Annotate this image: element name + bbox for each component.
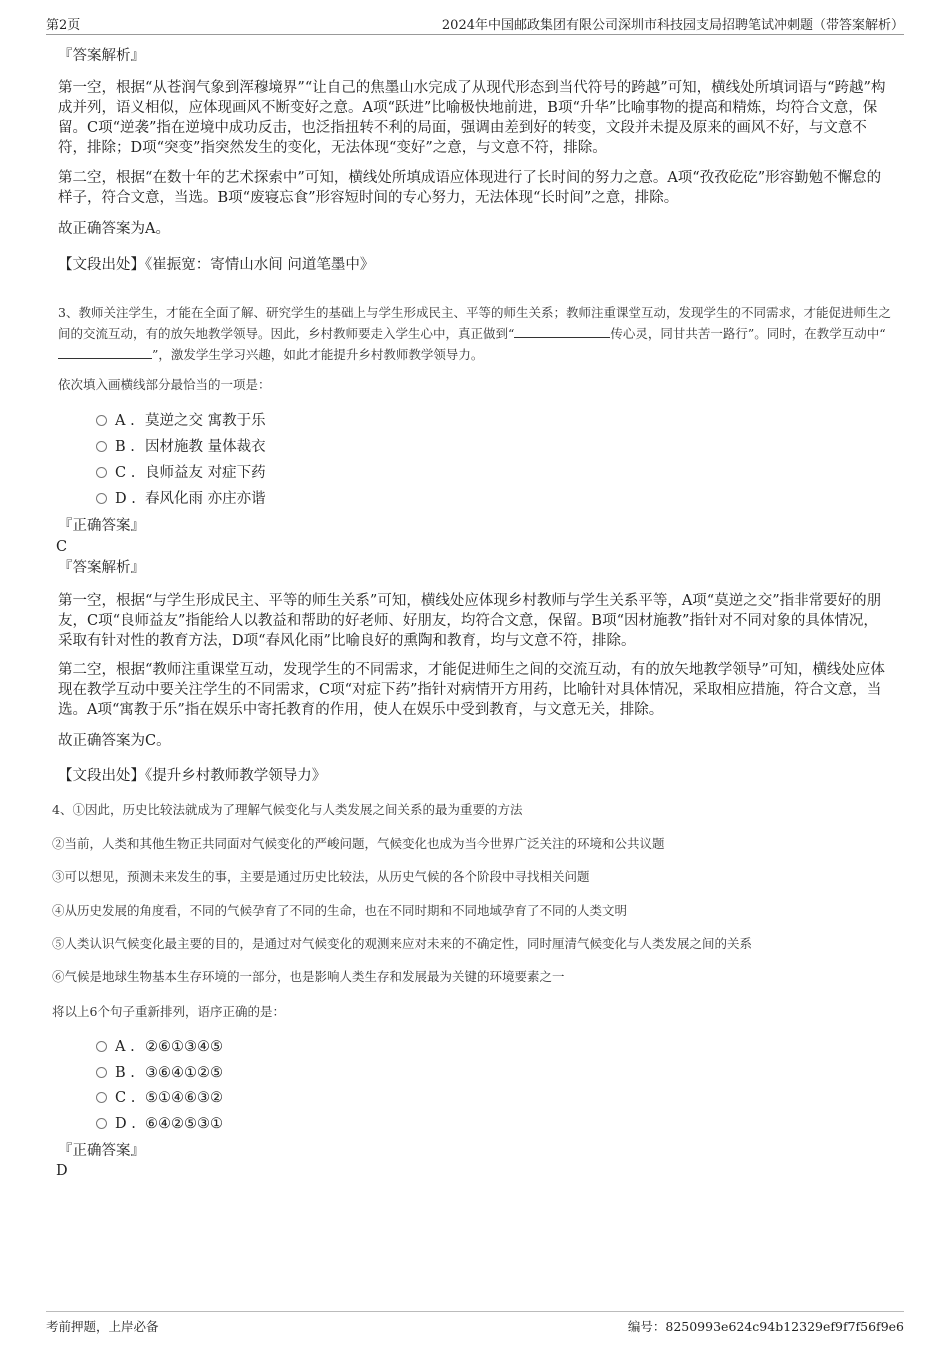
q3-analysis-label: 『答案解析』 — [58, 560, 145, 576]
q3-answer-label: 『正确答案』 — [58, 518, 145, 534]
q3-answer: C — [56, 539, 68, 555]
document-code: 编号：8250993e624c94b12329ef9f7f56f9e6 — [627, 1319, 904, 1334]
q4-option-b[interactable]: B . ③⑥④①②⑤ — [96, 1063, 223, 1083]
q3-analysis-para2: 第二空，根据“教师注重课堂互动，发现学生的不同需求，才能促进师生之间的交流互动，有的放矢地教学领导”可知，横线处应体现在教学互动中要关注学生的不同需求，C项“对症下药”指针对病情开方用药，比喻针对具体情况，采取相应措施，符合文意，当选。A项“寓教于乐”指在娱乐中寄托教育的作用，使人在娱乐中受到教育，与文意无关，排除。 — [58, 662, 885, 718]
q2-analysis-para2: 第二空，根据“在数十年的艺术探索中”可知，横线处所填成语应体现进行了长时间的努力之意。A项“孜孜矻矻”形容勤勉不懈怠的样子，符合文意，当选。B项“废寝忘食”形容短时间的专心努力，无法体现“长时间”之意，排除。 — [58, 170, 882, 206]
q2-conclusion: 故正确答案为A。 — [58, 221, 170, 237]
q3-conclusion: 故正确答案为C。 — [58, 733, 171, 749]
q2-analysis-label: 『答案解析』 — [58, 48, 145, 64]
page-number: 第2页 — [46, 18, 81, 33]
page-footer — [46, 1311, 904, 1336]
q4-sentence-4: ④从历史发展的角度看，不同的气候孕育了不同的生命，也在不同时期和不同地域孕育了不同的人类文明 — [52, 903, 628, 918]
q4-answer: D — [56, 1163, 68, 1179]
q3-option-a[interactable]: A . 莫逆之交 寓教于乐 — [96, 411, 266, 431]
q3-stem-part1: 3、教师关注学生，才能在全面了解、研究学生的基础上与学生形成民主、平等的师生关系；教师注重课堂互动，发现学生的不同需求，才能促进师生之间的交流互动，有的放矢地教学领导。因此，乡村教师要走入学生心中，真正做到“ — [58, 305, 891, 341]
q3-option-b[interactable]: B . 因材施教 量体裁衣 — [96, 437, 266, 457]
document-title: 2024年中国邮政集团有限公司深圳市科技园支局招聘笔试冲刺题（带答案解析） — [441, 18, 904, 33]
q4-sentence-2: ②当前，人类和其他生物正共同面对气候变化的严峻问题，气候变化也成为当今世界广泛关注的环境和公共议题 — [52, 836, 665, 851]
radio-button-icon[interactable] — [96, 441, 107, 452]
q4-option-d[interactable]: D . ⑥④②⑤③① — [96, 1114, 223, 1134]
q3-blank-2 — [58, 346, 152, 359]
q3-option-d[interactable]: D . 春风化雨 亦庄亦谐 — [96, 489, 266, 509]
radio-button-icon[interactable] — [96, 467, 107, 478]
q4-sentence-6: ⑥气候是地球生物基本生存环境的一部分，也是影响人类生存和发展最为关键的环境要素之一 — [52, 969, 565, 984]
q3-analysis-para1: 第一空，根据“与学生形成民主、平等的师生关系”可知，横线处应体现乡村教师与学生关系平等，A项“莫逆之交”指非常要好的朋友，C项“良师益友”指能给人以教益和帮助的好老师、好朋友，均符合文意，保留。B项“因材施教”指针对不同对象的具体情况，采取有针对性的教育方法，D项“春风化雨”比喻良好的熏陶和教育，均与文意不符，排除。 — [58, 593, 882, 649]
q2-analysis-para1: 第一空，根据“从苍润气象到浑穆境界”“让自己的焦墨山水完成了从现代形态到当代符号的跨越”可知，横线处所填词语与“跨越”构成并列，语义相似，应体现画风不断变好之意。A项“跃进”比喻极快地前进，B项“升华”比喻事物的提高和精炼，均符合文意，保留。C项“逆袭”指在逆境中成功反击，也泛指扭转不利的局面，强调由差到好的转变，文段并未提及原来的画风不好，与文意不符，排除；D项“突变”指突然发生的变化，无法体现“变好”之意，与文意不符，排除。 — [58, 80, 886, 156]
q4-sentence-3: ③可以想见，预测未来发生的事，主要是通过历史比较法，从历史气候的各个阶段中寻找相关问题 — [52, 869, 590, 884]
q4-sentence-5: ⑤人类认识气候变化最主要的目的，是通过对气候变化的观测来应对未来的不确定性，同时厘清气候变化与人类发展之间的关系 — [52, 936, 753, 951]
q2-source: 【文段出处】《崔振宽：寄情山水间 问道笔墨中》 — [58, 257, 375, 273]
radio-button-icon[interactable] — [96, 1041, 107, 1052]
q3-prompt: 依次填入画横线部分最恰当的一项是： — [58, 377, 271, 392]
q3-stem — [58, 302, 894, 365]
q4-sentence-1: 4、①因此，历史比较法就成为了理解气候变化与人类发展之间关系的最为重要的方法 — [52, 802, 523, 817]
q3-blank-1 — [514, 325, 610, 338]
footer-slogan: 考前押题，上岸必备 — [46, 1319, 159, 1334]
q3-stem-part2: 传心灵，同甘共苦一路行”。同时，在教学互动中“ — [610, 326, 886, 341]
page-header — [46, 14, 904, 35]
q4-option-a[interactable]: A . ②⑥①③④⑤ — [96, 1037, 223, 1057]
q3-source: 【文段出处】《提升乡村教师教学领导力》 — [58, 768, 327, 784]
q4-answer-label: 『正确答案』 — [58, 1143, 145, 1159]
radio-button-icon[interactable] — [96, 493, 107, 504]
radio-button-icon[interactable] — [96, 415, 107, 426]
q3-option-c[interactable]: C . 良师益友 对症下药 — [96, 463, 266, 483]
q3-stem-part3: ”，激发学生学习兴趣，如此才能提升乡村教师教学领导力。 — [152, 347, 484, 362]
q4-prompt: 将以上6个句子重新排列，语序正确的是： — [52, 1004, 285, 1019]
radio-button-icon[interactable] — [96, 1067, 107, 1078]
radio-button-icon[interactable] — [96, 1092, 107, 1103]
radio-button-icon[interactable] — [96, 1118, 107, 1129]
q4-option-c[interactable]: C . ⑤①④⑥③② — [96, 1088, 223, 1108]
